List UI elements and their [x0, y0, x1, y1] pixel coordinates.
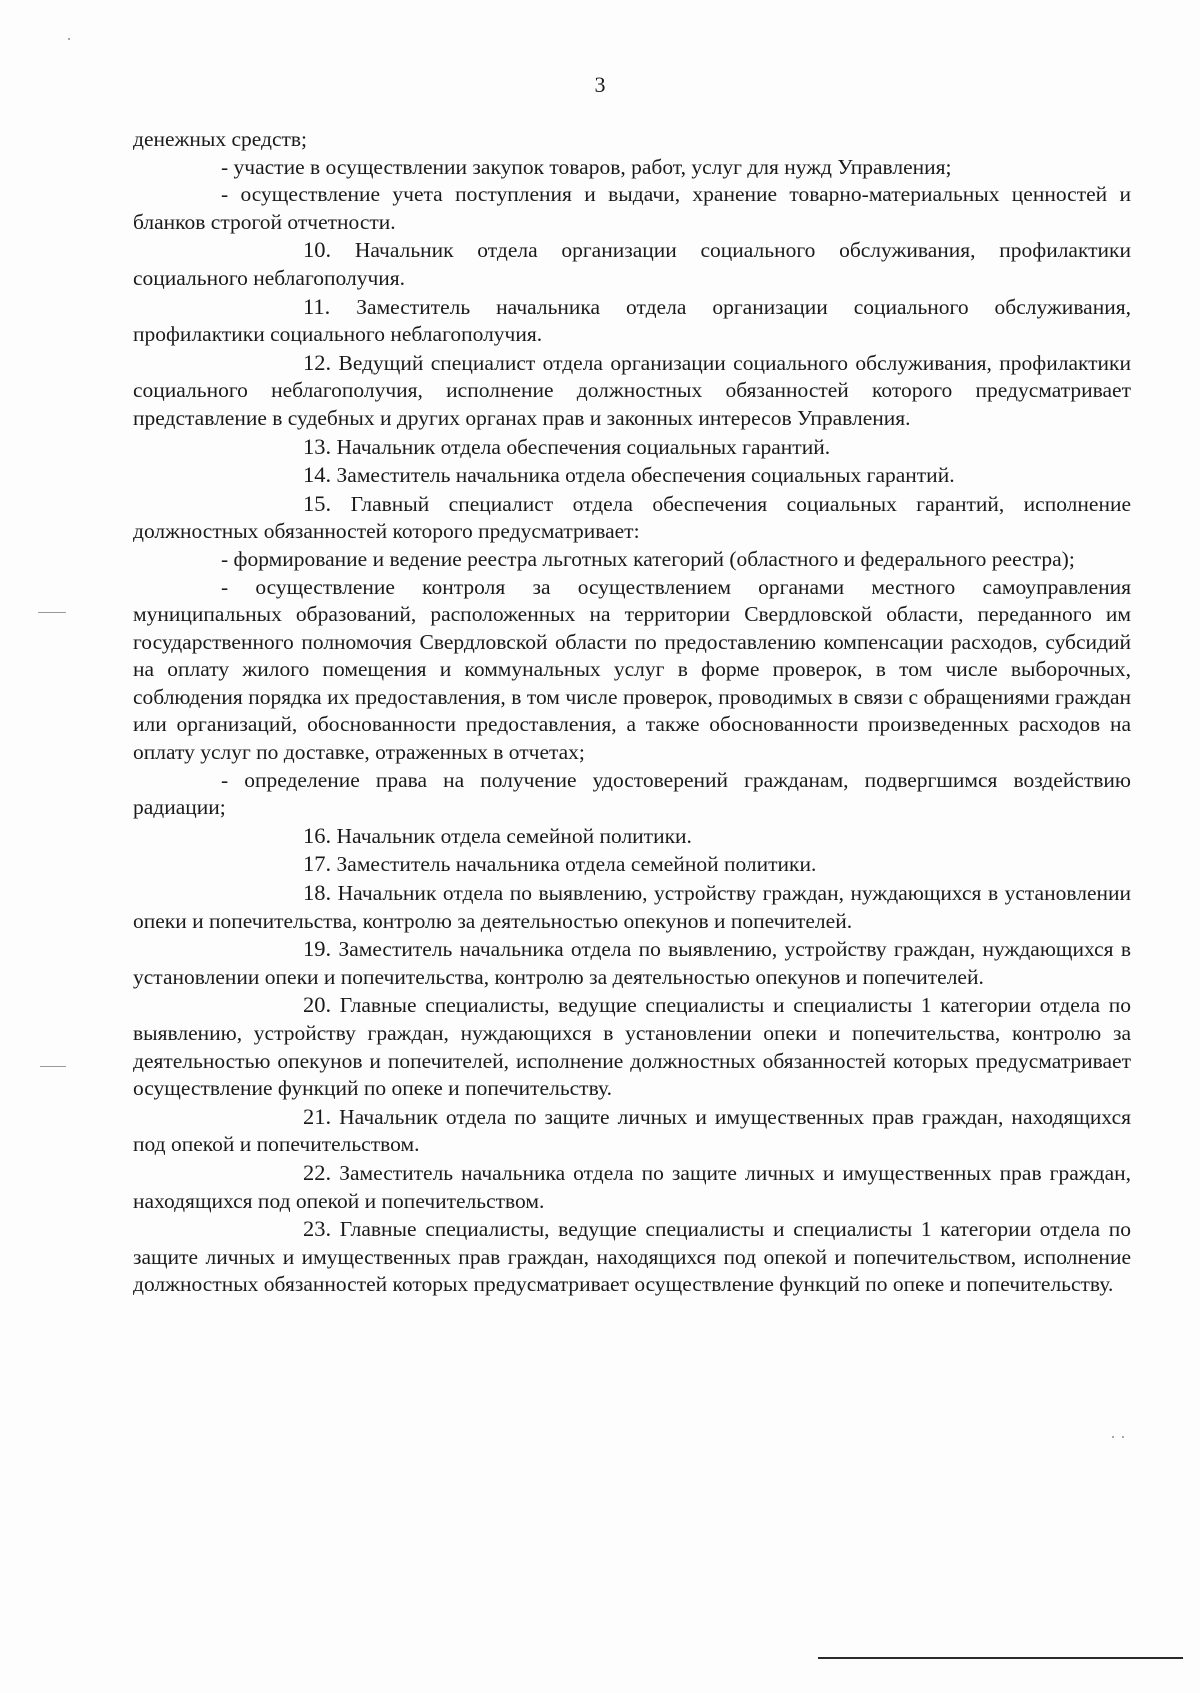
scan-artifact-dot	[68, 38, 70, 40]
document-body	[133, 126, 1131, 1299]
paragraph	[133, 546, 1131, 574]
list-item	[133, 1159, 1131, 1215]
item-text: Начальник отдела семейной политики.	[336, 823, 692, 848]
item-number: 17.	[303, 851, 332, 877]
list-item	[133, 822, 1131, 851]
item-number: 14.	[303, 462, 332, 488]
item-text: Главные специалисты, ведущие специалисты и специалисты 1 категории отдела по защите личных и имущественных прав граждан, находящихся под опекой и попечительством, исполнение должностных обязанностей которых предусматривает осуществление функций по опеке и попечительству.	[133, 1217, 1132, 1297]
scan-artifact-mark	[38, 612, 66, 613]
list-item	[133, 935, 1131, 991]
item-text: Заместитель начальника отдела обеспечения социальных гарантий.	[336, 463, 955, 488]
paragraph-text: - участие в осуществлении закупок товаров, работ, услуг для нужд Управления;	[221, 154, 952, 179]
item-text: Начальник отдела по защите личных и имущественных прав граждан, находящихся под опекой и попечительством.	[133, 1104, 1131, 1157]
paragraph-text: - осуществление учета поступления и выдачи, хранение товарно-материальных ценностей и бланков строгой отчетности.	[133, 182, 1131, 234]
item-text: Ведущий специалист отдела организации социального обслуживания, профилактики социального неблагополучия, исполнение должностных обязанностей которого предусматривает представление в судебных и других органах прав и законных интересов Управления.	[133, 350, 1132, 430]
list-item	[133, 461, 1131, 490]
item-number: 10.	[303, 237, 332, 263]
list-item	[133, 349, 1131, 433]
list-item	[133, 879, 1131, 935]
page-number: 3	[594, 72, 606, 97]
item-text: Начальник отдела организации социального обслуживания, профилактики социального неблагополучия.	[133, 238, 1131, 290]
item-number: 12.	[303, 349, 332, 375]
paragraph-text: - формирование и ведение реестра льготных категорий (областного и федерального реестра);	[221, 546, 1075, 571]
paragraph	[133, 126, 1131, 154]
item-text: Заместитель начальника отдела по защите личных и имущественных прав граждан, находящихся под опекой и попечительством.	[133, 1160, 1132, 1213]
item-number: 23.	[303, 1216, 332, 1242]
item-text: Главные специалисты, ведущие специалисты и специалисты 1 категории отдела по выявлению, устройству граждан, нуждающихся в установлении опеки и попечительства, контролю за деятельностью опекунов и попечителей, исполнение должностных обязанностей которых предусматривает осуществление функций по опеке и попечительству.	[133, 993, 1132, 1101]
scan-artifact-mark	[40, 1066, 66, 1067]
item-number: 15.	[303, 490, 332, 516]
list-item	[133, 433, 1131, 462]
item-text: Начальник отдела по выявлению, устройству граждан, нуждающихся в установлении опеки и попечительства, контролю за деятельностью опекунов и попечителей.	[133, 881, 1132, 933]
item-text: Заместитель начальника отдела организации социального обслуживания, профилактики социального неблагополучия.	[133, 294, 1132, 347]
item-number: 19.	[303, 936, 332, 962]
list-item	[133, 850, 1131, 879]
list-item	[133, 991, 1131, 1102]
scan-artifact-dot	[1112, 1436, 1114, 1438]
item-number: 16.	[303, 822, 332, 848]
item-number: 22.	[303, 1159, 332, 1185]
item-number: 11.	[303, 293, 331, 319]
list-item	[133, 1103, 1131, 1159]
item-text: Начальник отдела обеспечения социальных гарантий.	[336, 434, 831, 459]
list-item	[133, 490, 1131, 546]
item-text: Главный специалист отдела обеспечения социальных гарантий, исполнение должностных обязанностей которого предусматривает:	[133, 491, 1132, 544]
paragraph-text: - определение права на получение удостоверений гражданам, подвергшимся воздействию радиации;	[133, 767, 1131, 820]
paragraph	[133, 767, 1131, 822]
paragraph	[133, 574, 1131, 767]
list-item	[133, 236, 1131, 292]
paragraph	[133, 181, 1131, 236]
item-number: 13.	[303, 433, 332, 459]
item-text: Заместитель начальника отдела семейной политики.	[336, 852, 817, 877]
item-number: 21.	[303, 1103, 332, 1129]
list-item	[133, 293, 1131, 349]
scan-artifact-dot	[1122, 1436, 1124, 1438]
paragraph-text: - осуществление контроля за осуществлением органами местного самоуправления муниципальных образований, расположенных на территории Свердловской области, переданного им государственного полномочия Свердловской области по предоставлению компенсации расходов, субсидий на оплату жилого помещения и коммунальных услуг в форме проверок, в том числе выборочных, соблюдения порядка их предоставления, в том числе проверок, проводимых в связи с обращениями граждан или организаций, обоснованности предоставления, а также обоснованности произведенных расходов на оплату услуг по доставке, отраженных в отчетах;	[133, 574, 1131, 765]
bottom-rule-line	[818, 1657, 1183, 1659]
paragraph	[133, 154, 1131, 182]
item-text: Заместитель начальника отдела по выявлению, устройству граждан, нуждающихся в установлении опеки и попечительства, контролю за деятельностью опекунов и попечителей.	[133, 937, 1131, 989]
paragraph-text: денежных средств;	[133, 127, 308, 151]
item-number: 20.	[303, 992, 332, 1018]
list-item	[133, 1215, 1131, 1299]
item-number: 18.	[303, 880, 332, 906]
